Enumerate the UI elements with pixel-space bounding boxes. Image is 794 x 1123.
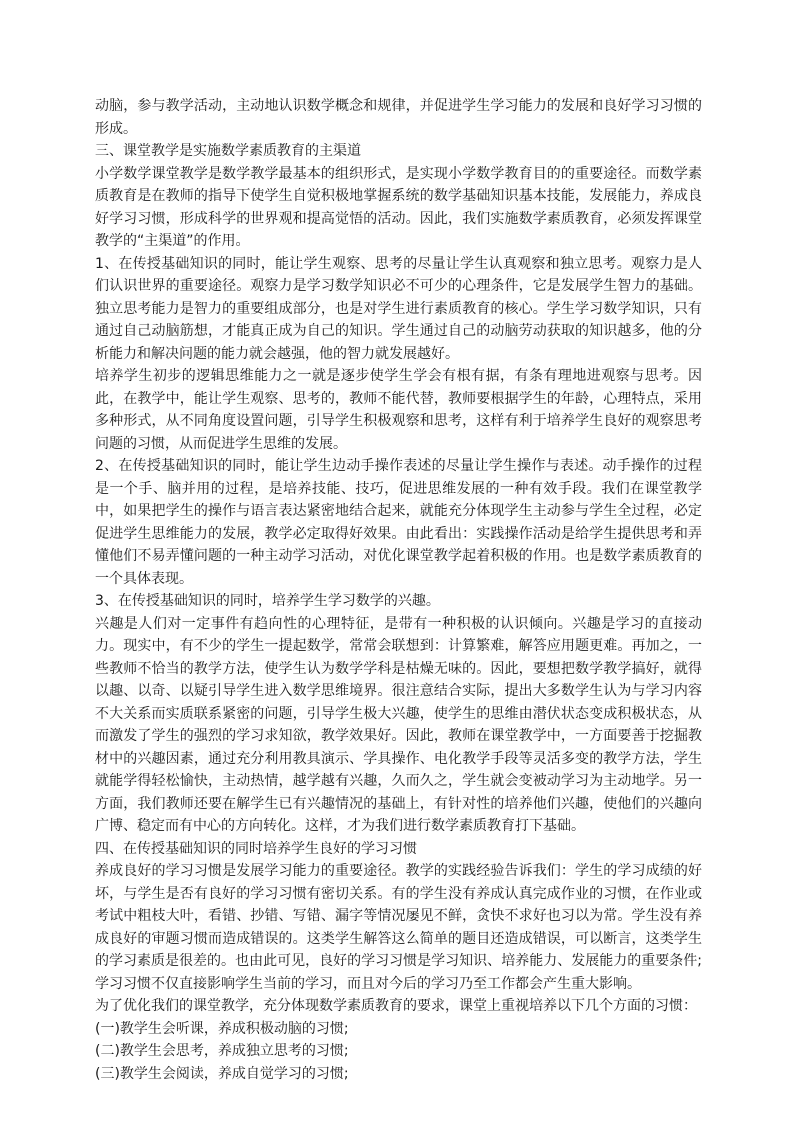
paragraph-habits: 养成良好的学习习惯是发展学习能力的重要途径。教学的实践经验告诉我们：学生的学习成绩的好坏，与学生是否有良好的学习习惯有密切关系。有的学生没有养成认真完成作业的习惯，在作业或考试中粗枝大叶，看错、抄错、写错、漏字等情况屡见不鲜，贪快不求好也习以为常。学生没有养成良好的审题习惯而造成错误的。这类学生解答这么简单的题目还造成错误，可以断言，这类学生的学习素质是很差的。也由此可见，良好的学习习惯是学习知识、培养能力、发展能力的重要条件;学习习惯不仅直接影响学生当前的学习，而且对今后的学习乃至工作都会产生重大影响。 [95, 863, 702, 992]
document-page [95, 95, 702, 1085]
paragraph-point-1: 1、在传授基础知识的同时，能让学生观察、思考的尽量让学生认真观察和独立思考。观察力是人们认识世界的重要途径。观察力是学习数学知识必不可少的心理条件，它是发展学生智力的基础。独立思考能力是智力的重要组成部分，也是对学生进行素质教育的核心。学生学习数学知识，只有通过自己动脑筋想，才能真正成为自己的知识。学生通过自己的动脑劳动获取的知识越多，他的分析能力和解决问题的能力就会越强，他的智力就发展越好。 [95, 255, 702, 362]
list-item-1: (一)教学生会听课，养成积极动脑的习惯; [95, 1020, 349, 1037]
paragraph-point-2: 2、在传授基础知识的同时，能让学生边动手操作表述的尽量让学生操作与表述。动手操作的过程是一个手、脑并用的过程，是培养技能、技巧，促进思维发展的一种有效手段。我们在课堂教学中，如果把学生的操作与语言表达紧密地结合起来，就能充分体现学生主动参与学生全过程，必定促进学生思维能力的发展，教学必定取得好效果。由此看出：实践操作活动是给学生提供思考和弄懂他们不易弄懂问题的一种主动学习活动，对优化课堂教学起着积极的作用。也是数学素质教育的一个具体表现。 [95, 458, 702, 587]
paragraph-intro-continuation: 动脑，参与教学活动，主动地认识数学概念和规律，并促进学生学习能力的发展和良好学习习惯的形成。 [95, 98, 702, 137]
paragraph-habits-intro: 为了优化我们的课堂教学，充分体现数学素质教育的要求，课堂上重视培养以下几个方面的习惯： [95, 998, 697, 1014]
section-heading-4: 四、在传授基础知识的同时培养学生良好的学习习惯 [95, 840, 417, 857]
list-item-3: (三)教学生会阅读，养成自觉学习的习惯; [95, 1065, 349, 1082]
paragraph-interest: 兴趣是人们对一定事件有趋向性的心理特征，是带有一种积极的认识倾向。兴趣是学习的直接动力。现实中，有不少的学生一提起数学，常常会联想到：计算繁难，解答应用题更难。再加之，一些教师不恰当的教学方法，使学生认为数学学科是枯燥无味的。因此，要想把数学教学搞好，就得以趣、以奇、以疑引导学生进入数学思维境界。很注意结合实际，提出大多数学生认为与学习内容不大关系而实质联系紧密的问题，引导学生极大兴趣，使学生的思维由潜伏状态变成积极状态，从而激发了学生的强烈的学习求知欲，教学效果好。因此，教师在课堂教学中，一方面要善于挖掘教材中的兴趣因素，通过充分利用教具演示、学具操作、电化教学手段等灵活多变的教学方法，学生就能学得轻松愉快，主动热情，越学越有兴趣，久而久之，学生就会变被动学习为主动地学。另一方面，我们教师还要在解学生已有兴趣情况的基础上，有针对性的培养他们兴趣，使他们的兴趣向广博、稳定而有中心的方向转化。这样，才为我们进行数学素质教育打下基础。 [95, 615, 702, 834]
list-item-2: (二)教学生会思考，养成独立思考的习惯; [95, 1043, 349, 1059]
paragraph-point-3: 3、在传授基础知识的同时，培养学生学习数学的兴趣。 [95, 593, 440, 609]
paragraph-logical-thinking: 培养学生初步的逻辑思维能力之一就是逐步使学生学会有根有据，有条有理地进观察与思考。因此，在教学中，能让学生观察、思考的，教师不能代替，教师要根据学生的年龄，心理特点，采用多种形式，从不同角度设置问题，引导学生积极观察和思考，这样有利于培养学生良好的观察思考问题的习惯，从而促进学生思维的发展。 [95, 368, 702, 452]
paragraph-classroom-teaching: 小学数学课堂教学是数学教学最基本的组织形式，是实现小学数学教育目的的重要途径。而数学素质教育是在教师的指导下使学生自觉积极地掌握系统的数学基础知识基本技能，发展能力，养成良好学习习惯，形成科学的世界观和提高觉悟的活动。因此，我们实施数学素质教育，必须发挥课堂教学的“主渠道”的作用。 [95, 165, 702, 249]
section-heading-3: 三、课堂教学是实施数学素质教育的主渠道 [95, 143, 361, 159]
